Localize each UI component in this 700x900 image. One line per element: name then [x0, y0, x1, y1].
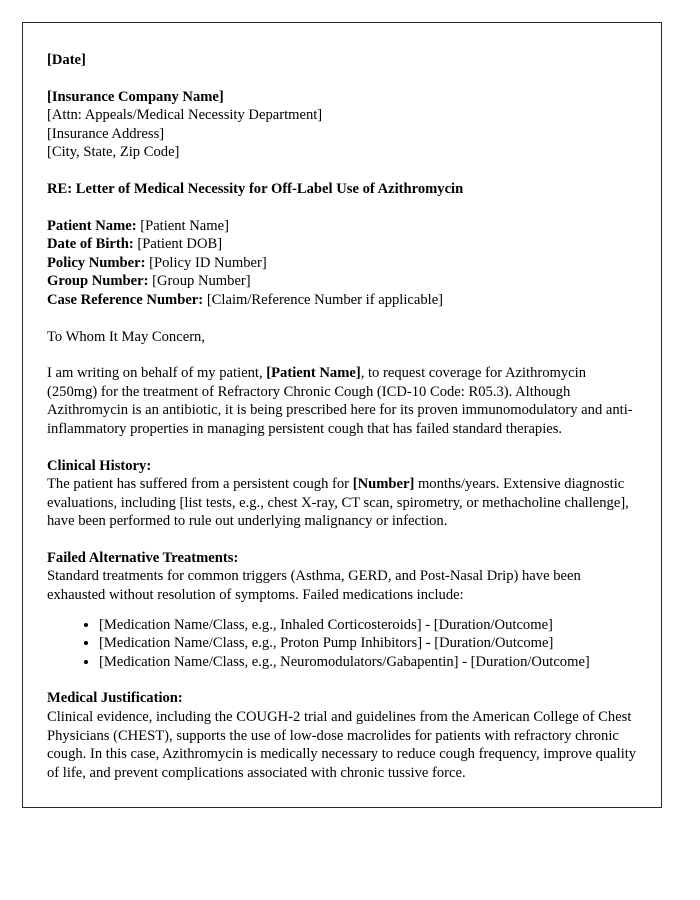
spacer-after-date: [47, 70, 639, 88]
patient-name-label: Patient Name:: [47, 217, 137, 234]
list-item: • [Medication Name/Class, e.g., Proton Pump Inhibitors] - [Duration/Outcome]: [99, 634, 639, 653]
recipient-address: [Insurance Address]: [47, 125, 165, 142]
subject-line: RE: Letter of Medical Necessity for Off-Label Use of Azithromycin: [47, 180, 464, 197]
spacer-before-bullets: [47, 605, 639, 616]
clinical-history-part1: The patient has suffered from a persistent cough for: [47, 476, 353, 493]
section-body-medical-justification: Clinical evidence, including the COUGH-2 trial and guidelines from the American College of Chest Physicians (CHEST), supports the use of low-dose macrolides for patients with refractory chronic cough. In this case, Azithromycin is medically necessary to reduce cough frequency, improve quality of life, and prevent complications associated with chronic tussive force.: [47, 709, 637, 781]
section-heading-medical-justification: Medical Justification:: [47, 690, 183, 707]
date-placeholder: [Date]: [47, 52, 86, 68]
patient-info-row: [47, 254, 639, 273]
section-body-clinical-history: [47, 475, 639, 531]
letter-body: [47, 23, 639, 782]
recipient-attention: [Attn: Appeals/Medical Necessity Department]: [47, 107, 323, 124]
section-heading-failed-treatments: Failed Alternative Treatments:: [47, 549, 239, 566]
policy-number-field: [Policy ID Number]: [149, 254, 267, 271]
patient-info-row: [47, 217, 639, 236]
patient-info-row: [47, 272, 639, 291]
opening-paragraph-patient-placeholder: [Patient Name]: [266, 365, 361, 382]
salutation: To Whom It May Concern,: [47, 328, 205, 345]
date-of-birth-label: Date of Birth:: [47, 236, 134, 253]
date-of-birth-field: [Patient DOB]: [137, 236, 223, 253]
policy-number-label: Policy Number:: [47, 254, 146, 271]
clinical-history-part2: months/years. Extensive diagnostic evaluations, including [list tests, e.g., chest X-ray, CT scan, spirometry, or methacholine challenge], have been performed to rule out underlying malignancy or infection.: [47, 476, 629, 530]
opening-paragraph-part1: I am writing on behalf of my patient,: [47, 365, 267, 382]
spacer-after-salutation: [47, 346, 639, 364]
clinical-history-number-placeholder: [Number]: [352, 476, 415, 493]
spacer-after-subject: [47, 199, 639, 217]
recipient-company: [Insurance Company Name]: [47, 88, 224, 105]
case-reference-field: [Claim/Reference Number if applicable]: [206, 291, 444, 308]
spacer-after-opening: [47, 439, 639, 457]
failed-medications-list: [47, 616, 639, 672]
list-item: • [Medication Name/Class, e.g., Inhaled Corticosteroids] - [Duration/Outcome]: [99, 616, 639, 635]
recipient-city-state-zip: [City, State, Zip Code]: [47, 144, 180, 161]
patient-name-field: [Patient Name]: [140, 217, 229, 234]
spacer-after-bullets: [47, 671, 639, 689]
case-reference-label: Case Reference Number:: [47, 291, 204, 308]
spacer-after-address: [47, 162, 639, 180]
opening-paragraph: [47, 364, 639, 438]
spacer-after-clinical-history: [47, 531, 639, 549]
list-item: • [Medication Name/Class, e.g., Neuromodulators/Gabapentin] - [Duration/Outcome]: [99, 653, 639, 672]
top-spacer: [47, 23, 639, 51]
opening-paragraph-part2: , to request coverage for Azithromycin (250mg) for the treatment of Refractory Chronic Cough (ICD-10 Code: R05.3). Although Azithromycin is an antibiotic, it is being prescribed here for its proven immunomodulatory and anti-inflammatory properties in managing persistent cough that has failed standard therapies.: [47, 365, 633, 437]
group-number-field: [Group Number]: [152, 273, 251, 290]
spacer-after-patient-info: [47, 310, 639, 328]
section-body-failed-treatments: Standard treatments for common triggers (Asthma, GERD, and Post-Nasal Drip) have been exhausted without resolution of symptoms. Failed medications include:: [47, 568, 581, 604]
document-page: [22, 22, 662, 808]
section-heading-clinical-history: Clinical History:: [47, 457, 152, 474]
patient-info-row: [47, 235, 639, 254]
group-number-label: Group Number:: [47, 273, 149, 290]
patient-info-row: [47, 291, 639, 310]
